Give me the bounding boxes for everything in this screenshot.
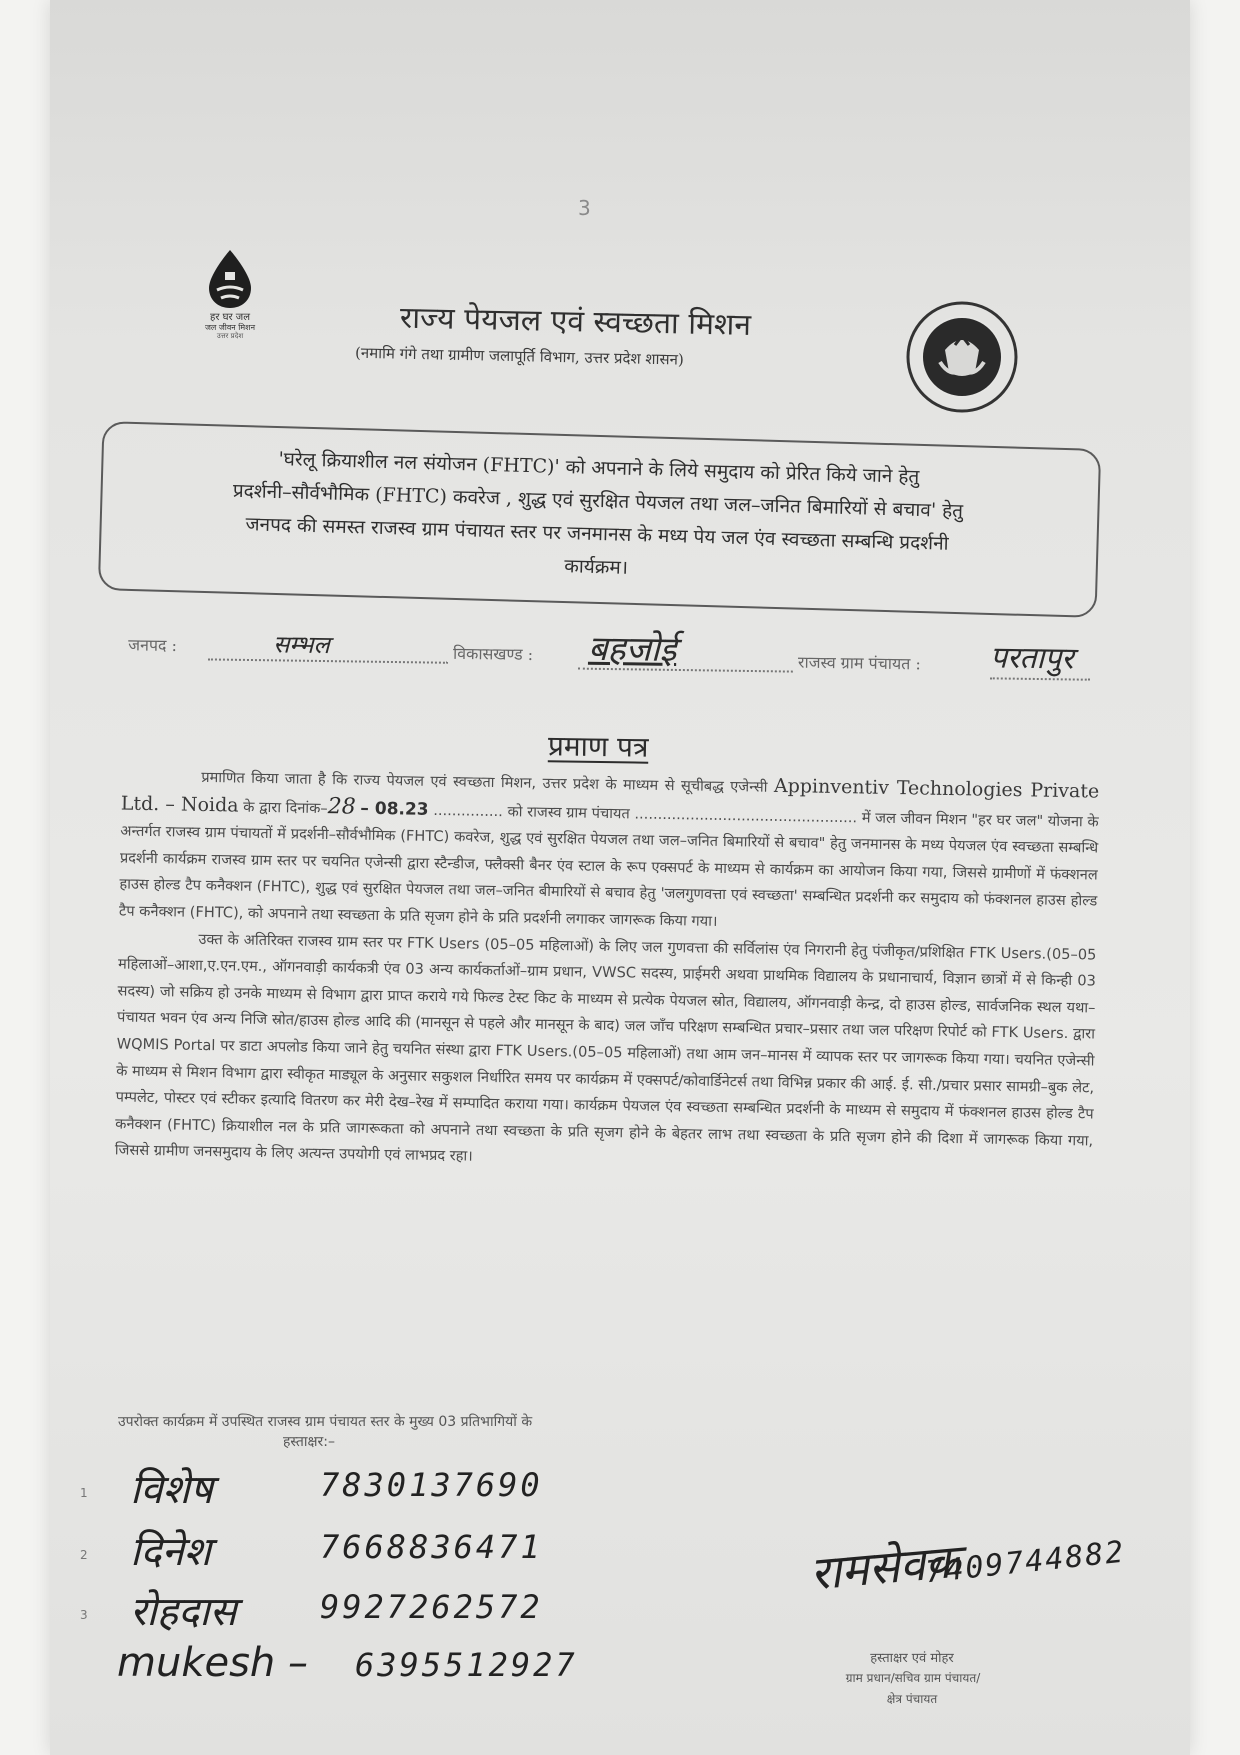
pradhan-phone[interactable]: 7409744882 (923, 1534, 1127, 1591)
participants-heading-line-2: हस्ताक्षर:– (283, 1434, 335, 1450)
panchayat-dotted-line (990, 677, 1090, 680)
mission-title: राज्य पेयजल एवं स्वच्छता मिशन (399, 300, 752, 343)
participant-phone[interactable]: 7830137690 (320, 1466, 543, 1504)
participants-heading-line-1: उपरोक्त कार्यक्रम में उपस्थित राजस्व ग्राम पंचायत स्तर के मुख्य 03 प्रतिभागियों के (118, 1414, 533, 1430)
participant-signature[interactable]: दिनेश (130, 1529, 211, 1575)
certificate-body (115, 761, 1100, 1181)
participant-row (80, 1460, 680, 1520)
body-paragraph-2: उक्त के अतिरिक्त राजस्व ग्राम स्तर पर FTK Users (05–05 महिलाओं) के लिए जल गुणवत्ता की सर्विलांस एंव निगरानी हेतु पंजीकृत/प्रशिक्षित FTK Users.(05–05 महिलाओं–आशा,ए.एन.एम., ऑगनवाड़ी कार्यकत्री एंव 03 अन्य कार्यकर्ताओं–ग्राम प्रधान, VWSC सदस्य, प्राईमरी अथवा प्राथमिक विद्यालय के प्रधानाचार्य, विज्ञान छात्रों में से किन्ही 03 सदस्य) जो सक्रिय हो उनके माध्यम से विभाग द्वारा प्राप्त कराये गये फिल्ड टेस्ट किट के माध्यम से प्रत्येक पेयजल स्रोत, विद्यालय, ऑगनवाड़ी केन्द्र, दो हाउस होल्ड, सार्वजनिक स्थल यथा–पंचायत भवन एंव अन्य निजि स्रोत/हाउस होल्ड आदि की (मानसून से पहले और मानसून के बाद) जल जाँच परिक्षण सम्बन्धित प्रचार–प्रसार तथा जल परिक्षण रिपोर्ट को FTK Users. द्वारा WQMIS Portal पर डाटा अपलोड किया जाने हेतु चयनित संस्था द्वारा FTK Users.(05–05 महिलाओं) तथा आम जन–मानस में व्यापक स्तर पर जागरूक किया गया। चयनित एजेन्सी के माध्यम से मिशन विभाग द्वारा स्वीकृत माड्यूल के अनुसार सकुशल निर्धारित समय पर कार्यक्रम में एक्सपर्ट/कोवार्डिनेटर्स तथा विभिन्न प्रकार की आई. ई. सी./प्रचार प्रसार सामग्री–बुक लेट, पम्पलेट, पोस्टर एवं स्टीकर इत्यादि वितरण कर मेरी देख–रेख में सम्पादित कराया गया। कार्यक्रम पेयजल एंव स्वच्छता सम्बन्धित प्रदर्शनी के माध्यम से समुदाय में फंक्शनल हाउस होल्ड टैप कनैक्शन (FHTC) क्रियाशील नल के प्रति जागरूकता को अपनाने तथा स्वच्छता के प्रति सृजग होने के बेहतर लाभ तथा स्वच्छता के प्रति सृजग होने की दिशा में जागरूक किया गया, जिससे ग्रामीण जनसमुदाय के लिए अत्यन्त उपयोगी एवं लाभप्रद रहा। (114, 930, 1097, 1165)
body-p1-date-label: के द्वारा दिनांक– (243, 798, 328, 817)
district-label: जनपद : (128, 635, 178, 655)
panchayat-label: राजस्व ग्राम पंचायत : (797, 652, 921, 674)
participant-number: 3 (80, 1608, 88, 1622)
mission-subtitle: (नमामि गंगे तथा ग्रामीण जलापूर्ति विभाग, उत्तर प्रदेश शासन) (354, 343, 684, 369)
participant-row (80, 1582, 680, 1642)
pradhan-signature-block (800, 1533, 1180, 1706)
participant-row (80, 1522, 680, 1582)
signature-caption: हस्ताक्षर एवं मोहर (870, 1651, 954, 1666)
program-line-1: 'घरेलू क्रियाशील नल संयोजन (FHTC)' को अपनाने के लिये समुदाय को प्रेरित किये जाने हेतु (278, 448, 920, 488)
participant-signature[interactable]: विशेष (130, 1467, 213, 1513)
body-p1-panchayat: को राजस्व ग्राम पंचायत (507, 802, 630, 822)
participant-number: 2 (80, 1548, 88, 1562)
participant-row (55, 1640, 655, 1700)
panchayat-value[interactable]: परतापुर (989, 640, 1074, 677)
program-line-2: प्रदर्शनी–सौर्वभौमिक (FHTC) कवरेज , शुद्ध एवं सुरक्षित पेयजल तथा जल–जनित बिमारियों से बचाव' हेतु (232, 479, 964, 523)
participant-phone[interactable]: 6395512927 (355, 1646, 578, 1684)
date-printed: – 08.23 (360, 798, 429, 820)
date-handwritten[interactable]: 28 (327, 793, 356, 820)
logo-text-2: जल जीवन मिशन (204, 323, 256, 332)
pradhan-signature[interactable]: रामसेवक (808, 1533, 963, 1601)
block-value[interactable]: बहजोई (587, 628, 677, 670)
certificate-title: प्रमाण पत्र (547, 729, 649, 764)
agency-name: Appinventiv Technologies Private Ltd. – Noida (120, 774, 1100, 817)
water-drop-icon (203, 248, 257, 310)
up-government-seal (905, 300, 1020, 419)
logo-text-1: हर घर जल (210, 312, 250, 323)
logo-text-3: उत्तर प्रदेश (216, 332, 244, 340)
seal-emblem-icon (905, 300, 1020, 415)
program-line-4: कार्यक्रम। (563, 555, 629, 579)
participant-number: 1 (80, 1486, 88, 1500)
har-ghar-jal-logo (185, 248, 275, 340)
participants-heading (118, 1412, 758, 1452)
district-value[interactable]: सम्भल (272, 630, 330, 660)
participant-phone[interactable]: 9927262572 (320, 1588, 543, 1626)
page-number: 3 (578, 196, 591, 220)
program-line-3: जनपद की समस्त राजस्व ग्राम पंचायत स्तर पर जनमानस के मध्य पेय जल एंव स्वच्छता सम्बन्धि प्रदर्शनी (245, 513, 949, 555)
signature-area-caption: क्षेत्र पंचायत (886, 1692, 938, 1706)
block-label: विकासखण्ड : (452, 643, 534, 664)
participant-phone[interactable]: 7668836471 (320, 1528, 543, 1566)
body-p1-intro: प्रमाणित किया जाता है कि राज्य पेयजल एवं स्वच्छता मिशन, उत्तर प्रदेश के माध्यम से सूचीबद्ध एजेन्सी (201, 768, 768, 796)
signature-role-caption: ग्राम प्रधान/सचिव ग्राम पंचायत/ (845, 1671, 981, 1685)
body-p1-main: में जल जीवन मिशन "हर घर जल" योजना के अन्तर्गत राजस्व ग्राम पंचायतों में प्रदर्शनी–सौर्वभौमिक (FHTC) कवरेज, शुद्ध एवं सुरक्षित पेयजल तथा जल–जनित बिमारियों से बचाव" हेतु जनमानस के मध्य पेयजल एंव स्वच्छता सम्बन्धि प्रदर्शनी कार्यक्रम राजस्व ग्राम स्तर पर चयनित एजेन्सी द्वारा स्टैन्डीज, फ्लैक्सी बैनर एंव स्टाल के रूप एक्सपर्ट के माध्यम से कार्यक्रम का आयोजन किया गया, जिससे ग्रामीणों में फंक्शनल हाउस होल्ड टैप कनैक्शन (FHTC), शुद्ध एवं सुरक्षित पेयजल तथा जल–जनित बीमारियों से बचाव हेतु 'जलगुणवत्ता एवं स्वच्छता' सम्बन्धित प्रदर्शनी कर समुदाय को फंक्शनल हाउस होल्ड टैप कनैक्शन (FHTC), को अपनाने तथा स्वच्छता के प्रति सृजग होने के प्रति प्रदर्शनी लगाकर जागरूक किया गया। (118, 809, 1099, 930)
body-paragraph-1: प्रमाणित किया जाता है कि राज्य पेयजल एवं स्वच्छता मिशन, उत्तर प्रदेश के माध्यम से सूचीबद्ध एजेन्सी Appinventiv Technologies Private Ltd. – Noida के द्वारा दिनांक–28 – 08.23 ............... को राजस्व ग्राम पंचायत ................................................ में जल जीवन मिशन "हर घर जल" योजना के अन्तर्गत राजस्व ग्राम पंचायतों में प्रदर्शनी–सौर्वभौमिक (FHTC) कवरेज, शुद्ध एवं सुरक्षित पेयजल तथा जल–जनित बिमारियों से बचाव" हेतु जनमानस के मध्य पेयजल एंव स्वच्छता सम्बन्धि प्रदर्शनी कार्यक्रम राजस्व ग्राम स्तर पर चयनित एजेन्सी द्वारा स्टैन्डीज, फ्लैक्सी बैनर एंव स्टाल के रूप एक्सपर्ट के माध्यम से कार्यक्रम का आयोजन किया गया, जिससे ग्रामीणों में फंक्शनल हाउस होल्ड टैप कनैक्शन (FHTC), शुद्ध एवं सुरक्षित पेयजल तथा जल–जनित बीमारियों से बचाव हेतु 'जलगुणवत्ता एवं स्वच्छता' सम्बन्धित प्रदर्शनी कर समुदाय को फंक्शनल हाउस होल्ड टैप कनैक्शन (FHTC), को अपनाने तथा स्वच्छता के प्रति सृजग होने के प्रति प्रदर्शनी लगाकर जागरूक किया गया। (118, 768, 1100, 930)
participant-signature[interactable]: रोहदास (130, 1589, 237, 1635)
participant-signature[interactable]: mukesh – (117, 1640, 308, 1686)
program-description (108, 438, 1086, 597)
